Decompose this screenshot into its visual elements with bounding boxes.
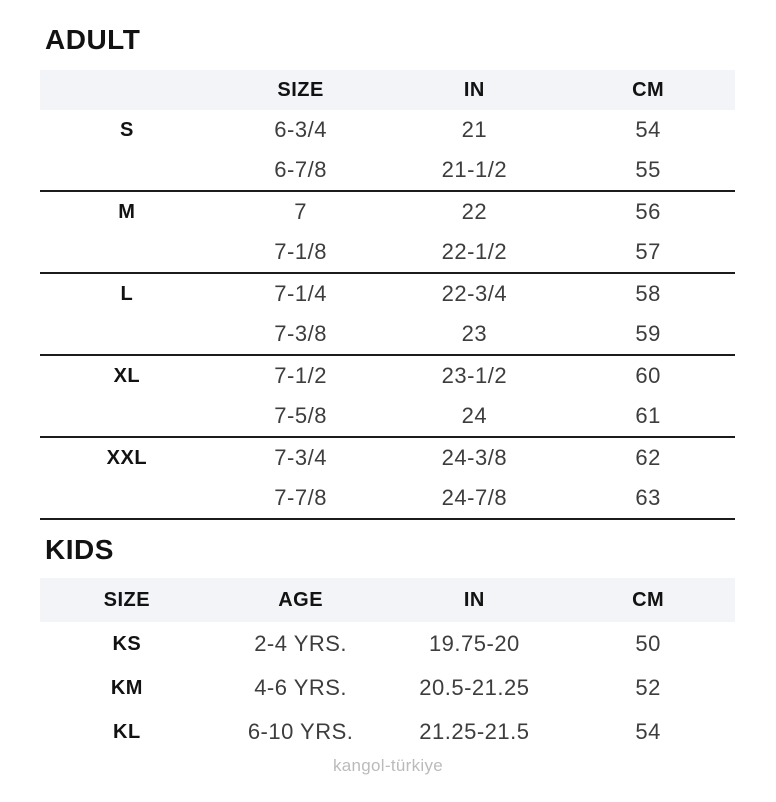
size-label-cell: XL xyxy=(113,364,141,387)
column-header-in: IN xyxy=(463,78,485,101)
size-group-l xyxy=(40,274,735,356)
in-cell: 22 xyxy=(461,199,488,224)
column-header-size: SIZE xyxy=(103,588,151,611)
in-cell: 24-3/8 xyxy=(441,445,508,470)
size-cell: 7-7/8 xyxy=(274,485,327,510)
cm-cell: 54 xyxy=(635,719,661,744)
cm-cell: 56 xyxy=(635,199,661,224)
cm-cell: 55 xyxy=(635,157,661,182)
in-cell: 20.5-21.25 xyxy=(419,675,530,700)
column-header-age: AGE xyxy=(278,588,324,611)
cm-cell: 57 xyxy=(635,239,661,264)
size-label-cell: KL xyxy=(113,720,141,743)
cm-cell: 58 xyxy=(635,281,661,306)
table-row xyxy=(40,232,735,272)
size-label-cell: M xyxy=(118,200,136,223)
size-cell: 7-1/8 xyxy=(274,239,327,264)
column-header-cm: CM xyxy=(632,588,665,611)
table-row xyxy=(40,710,735,754)
cm-cell: 52 xyxy=(635,675,661,700)
in-cell: 21-1/2 xyxy=(441,157,508,182)
size-cell: 7-1/4 xyxy=(274,281,327,306)
column-header-in: IN xyxy=(463,588,485,611)
table-row xyxy=(40,478,735,518)
size-cell: 6-3/4 xyxy=(274,117,327,142)
in-cell: 21.25-21.5 xyxy=(419,719,530,744)
size-cell: 6-7/8 xyxy=(274,157,327,182)
size-cell: 7-5/8 xyxy=(274,403,327,428)
column-header-size: SIZE xyxy=(277,78,324,101)
size-label-cell: KS xyxy=(112,632,142,655)
cm-cell: 61 xyxy=(635,403,661,428)
kids-section-heading: KIDS xyxy=(45,534,114,565)
table-row xyxy=(40,274,735,314)
column-header-cm: CM xyxy=(632,78,665,101)
size-group-s xyxy=(40,110,735,192)
size-cell: 7-3/8 xyxy=(274,321,327,346)
table-row xyxy=(40,622,735,666)
size-label-cell: L xyxy=(120,282,134,305)
cm-cell: 54 xyxy=(635,117,661,142)
cm-cell: 50 xyxy=(635,631,661,656)
adult-size-table xyxy=(40,70,735,520)
table-row xyxy=(40,396,735,436)
in-cell: 24-7/8 xyxy=(441,485,508,510)
age-cell: 2-4 YRS. xyxy=(254,631,348,656)
table-row xyxy=(40,666,735,710)
size-group-m xyxy=(40,192,735,274)
table-row xyxy=(40,150,735,190)
table-row xyxy=(40,110,735,150)
in-cell: 22-1/2 xyxy=(441,239,508,264)
in-cell: 19.75-20 xyxy=(428,631,520,656)
cm-cell: 62 xyxy=(635,445,661,470)
cm-cell: 60 xyxy=(635,363,661,388)
adult-table-header-row xyxy=(40,70,735,110)
age-cell: 4-6 YRS. xyxy=(254,675,348,700)
age-cell: 6-10 YRS. xyxy=(247,719,354,744)
in-cell: 22-3/4 xyxy=(441,281,508,306)
size-label-cell: S xyxy=(119,118,134,141)
table-row xyxy=(40,356,735,396)
kids-size-table xyxy=(40,578,735,754)
in-cell: 21 xyxy=(461,117,488,142)
in-cell: 23-1/2 xyxy=(441,363,508,388)
table-row xyxy=(40,314,735,354)
in-cell: 23 xyxy=(461,321,488,346)
size-cell: 7 xyxy=(294,199,307,224)
in-cell: 24 xyxy=(461,403,488,428)
size-group-xxl xyxy=(40,438,735,520)
size-label-cell: KM xyxy=(110,676,143,699)
size-cell: 7-1/2 xyxy=(274,363,327,388)
table-row xyxy=(40,438,735,478)
size-label-cell: XXL xyxy=(106,446,148,469)
kids-table-header-row xyxy=(40,578,735,622)
cm-cell: 59 xyxy=(635,321,661,346)
adult-section-heading: ADULT xyxy=(45,24,141,55)
cm-cell: 63 xyxy=(635,485,661,510)
table-row xyxy=(40,192,735,232)
size-cell: 7-3/4 xyxy=(274,445,327,470)
size-group-xl xyxy=(40,356,735,438)
watermark: kangol-türkiye xyxy=(332,756,444,775)
